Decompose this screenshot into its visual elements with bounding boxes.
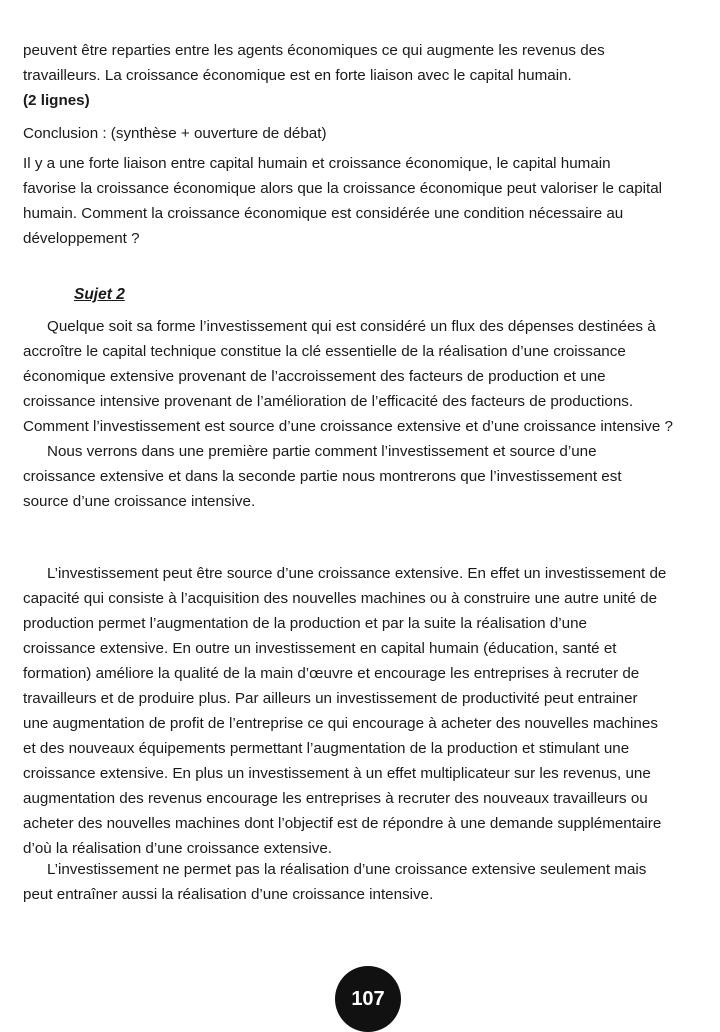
text-line: développement ? [23,230,140,247]
text-line: croissance extensive. En plus un investissement à un effet multiplicateur sur les revenus, une [23,765,651,782]
sujet2-plan-paragraph [23,439,709,514]
text-line: source d’une croissance intensive. [23,493,256,510]
text-line: acheter des nouvelles machines dont l’objectif est de répondre à une demande supplémentaire [23,815,662,832]
text-line: Quelque soit sa forme l’investissement qui est considéré un flux des dépenses destinées à [47,318,656,335]
text-line: L’investissement ne permet pas la réalisation d’une croissance extensive seulement mais [47,861,647,878]
text-line: croissance intensive provenant de l’amélioration de l’efficacité des facteurs de productions. [23,393,634,410]
text-line: accroître le capital technique constitue la clé essentielle de la réalisation d’une croissance [23,343,626,360]
text-line: croissance extensive. En outre un investissement en capital humain (éducation, santé et [23,640,617,657]
text-line: et des nouveaux équipements permettant l’augmentation de la production et stimulant une [23,740,630,757]
intro-paragraph [23,38,709,113]
text-line: travailleurs et de produire plus. Par ailleurs un investissement de productivité peut entrainer [23,690,638,707]
text-line: travailleurs. La croissance économique est en forte liaison avec le capital humain. [23,67,572,84]
text-line: capacité qui consiste à l’acquisition des nouvelles machines ou à construire une autre unité de [23,590,658,607]
text-line: Comment l’investissement est source d’une croissance extensive et d’une croissance intensive ? [23,418,674,435]
text-line: peut entraîner aussi la réalisation d’une croissance intensive. [23,886,434,903]
text-line: une augmentation de profit de l’entreprise ce qui encourage à acheter des nouvelles machines [23,715,658,732]
length-note: (2 lignes) [23,92,90,109]
text-line: humain. Comment la croissance économique est considérée une condition nécessaire au [23,205,624,222]
text-line: L’investissement peut être source d’une croissance extensive. En effet un investissement de [47,565,667,582]
conclusion-paragraph [23,151,709,251]
text-line: favorise la croissance économique alors que la croissance économique peut valoriser le capital [23,180,663,197]
sujet2-intro-paragraph [23,314,709,439]
page-number-badge: 107 [335,966,401,1032]
text-line: croissance extensive et dans la seconde partie nous montrerons que l’investissement est [23,468,622,485]
text-line: Nous verrons dans une première partie comment l’investissement et source d’une [47,443,597,460]
text-line: production permet l’augmentation de la production et par la suite la réalisation d’une [23,615,587,632]
text-line: peuvent être reparties entre les agents économiques ce qui augmente les revenus des [23,42,605,59]
sujet2-transition-paragraph [23,857,709,907]
sujet2-body-paragraph [23,561,709,861]
conclusion-title: Conclusion : (synthèse + ouverture de débat) [23,125,327,142]
text-line: Il y a une forte liaison entre capital humain et croissance économique, le capital humain [23,155,611,172]
text-line: d’où la réalisation d’une croissance extensive. [23,840,332,857]
sujet-2-heading: Sujet 2 [74,286,125,303]
text-line: augmentation des revenus encourage les entreprises à recruter des nouveaux travailleurs ou [23,790,648,807]
text-line: formation) améliore la qualité de la main d’œuvre et encourage les entreprises à recruter de [23,665,640,682]
text-line: économique extensive provenant de l’accroissement des facteurs de production et une [23,368,606,385]
